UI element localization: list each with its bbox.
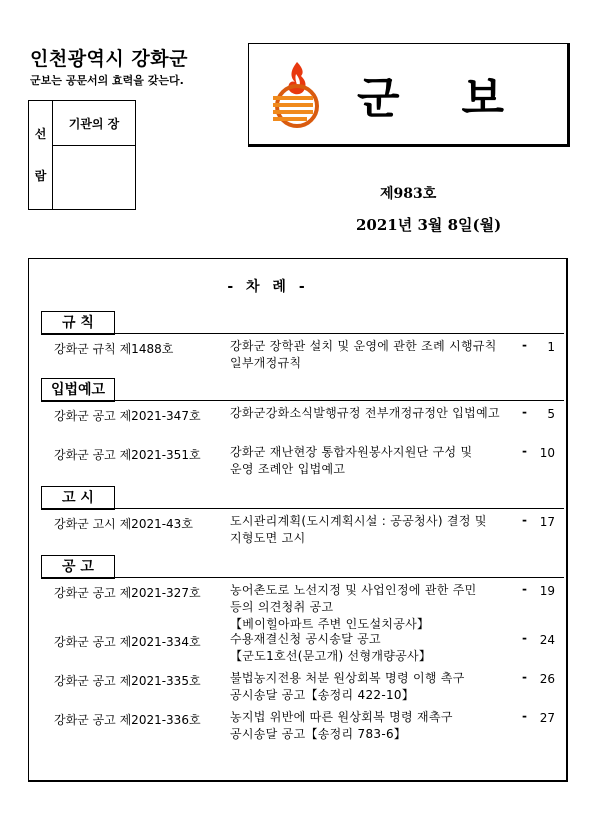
- entry-title-line: 강화군강화소식발행규정 전부개정규정안 입법예고: [230, 406, 500, 420]
- entry-title-line: 공시송달 공고【송정리 422-10】: [230, 688, 415, 702]
- entry-source: 강화군 공고 제2021-336호: [54, 713, 201, 727]
- entry-title-line: 불법농지전용 처분 원상회복 명령 이행 촉구: [230, 671, 465, 685]
- section-label-announcement: 공 고: [41, 555, 115, 579]
- section-divider: [41, 577, 564, 578]
- entry-title-line: 농지법 위반에 따른 원상회복 명령 재촉구: [230, 710, 453, 724]
- entry-page: 24: [539, 633, 555, 647]
- entry-title[interactable]: [230, 338, 518, 372]
- entry-page: 27: [539, 711, 555, 725]
- entry-dash: -: [522, 670, 527, 684]
- entry-dash: -: [522, 444, 527, 458]
- entry-title-line: 수용재결신청 공시송달 공고: [230, 632, 381, 646]
- entry-source: 강화군 공고 제2021-347호: [54, 409, 201, 423]
- entry-dash: -: [522, 709, 527, 723]
- entry-title-line: 강화군 장학관 설치 및 운영에 관한 조례 시행규칙: [230, 339, 497, 353]
- entry-title[interactable]: [230, 513, 518, 547]
- approval-label: 기관의 장: [68, 117, 120, 131]
- entry-title[interactable]: [230, 582, 518, 633]
- section-divider: [41, 508, 564, 509]
- entry-title[interactable]: [230, 631, 518, 665]
- entry-source: 강화군 공고 제2021-351호: [54, 448, 201, 462]
- section-label-legislative-notice: 입법예고: [41, 378, 115, 402]
- approval-side: [29, 101, 53, 209]
- entry-page: 10: [539, 446, 555, 460]
- entry-title-line: 지형도면 고시: [230, 531, 306, 545]
- entry-title-line: 등의 의견청취 공고: [230, 600, 334, 614]
- contents-title: - 차 례 -: [227, 279, 309, 295]
- issue-date: 2021년 3월 8일(월): [356, 216, 502, 234]
- entry-page: 26: [539, 672, 555, 686]
- issue-number: 제983호: [380, 186, 437, 202]
- approval-char-2: 람: [34, 169, 47, 183]
- section-label-rules: 규 칙: [41, 311, 115, 335]
- section-divider: [41, 400, 564, 401]
- entry-source: 강화군 공고 제2021-334호: [54, 635, 201, 649]
- entry-title-line: 강화군 재난현장 통합자원봉사지원단 구성 및: [230, 445, 473, 459]
- ganghwa-emblem-icon: [267, 58, 327, 130]
- entry-title[interactable]: [230, 670, 518, 704]
- entry-page: 19: [539, 584, 555, 598]
- section-label-notification: 고 시: [41, 486, 115, 510]
- approval-box: [28, 100, 136, 210]
- entry-title-line: 운영 조례안 입법예고: [230, 462, 346, 476]
- entry-title[interactable]: [230, 444, 518, 478]
- gazette-title: 군보: [357, 73, 567, 124]
- entry-title-line: 【군도1호선(문고개) 선형개량공사】: [230, 649, 432, 663]
- entry-title[interactable]: [230, 709, 518, 743]
- entry-page: 17: [539, 515, 555, 529]
- entry-title-line: 일부개정규칙: [230, 356, 302, 370]
- approval-char-1: 선: [34, 127, 47, 141]
- entry-source: 강화군 규칙 제1488호: [54, 342, 174, 356]
- entry-title-line: 【베이힐아파트 주변 인도설치공사】: [230, 617, 430, 631]
- approval-head: [53, 101, 135, 146]
- section-divider: [41, 333, 564, 334]
- org-title: 인천광역시 강화군: [30, 48, 188, 70]
- entry-source: 강화군 공고 제2021-327호: [54, 586, 201, 600]
- entry-dash: -: [522, 582, 527, 596]
- entry-dash: -: [522, 338, 527, 352]
- entry-dash: -: [522, 405, 527, 419]
- entry-title-line: 도시관리계획(도시계획시설 : 공공청사) 결정 및: [230, 514, 487, 528]
- gazette-masthead: [248, 43, 570, 147]
- entry-page: 1: [547, 340, 555, 354]
- entry-dash: -: [522, 631, 527, 645]
- entry-title[interactable]: [230, 405, 518, 422]
- entry-source: 강화군 공고 제2021-335호: [54, 674, 201, 688]
- entry-source: 강화군 고시 제2021-43호: [54, 517, 193, 531]
- entry-title-line: 농어촌도로 노선지정 및 사업인정에 관한 주민: [230, 583, 477, 597]
- entry-title-line: 공시송달 공고【송정리 783-6】: [230, 727, 407, 741]
- entry-page: 5: [547, 407, 555, 421]
- org-subtitle: 군보는 공문서의 효력을 갖는다.: [30, 74, 184, 87]
- entry-dash: -: [522, 513, 527, 527]
